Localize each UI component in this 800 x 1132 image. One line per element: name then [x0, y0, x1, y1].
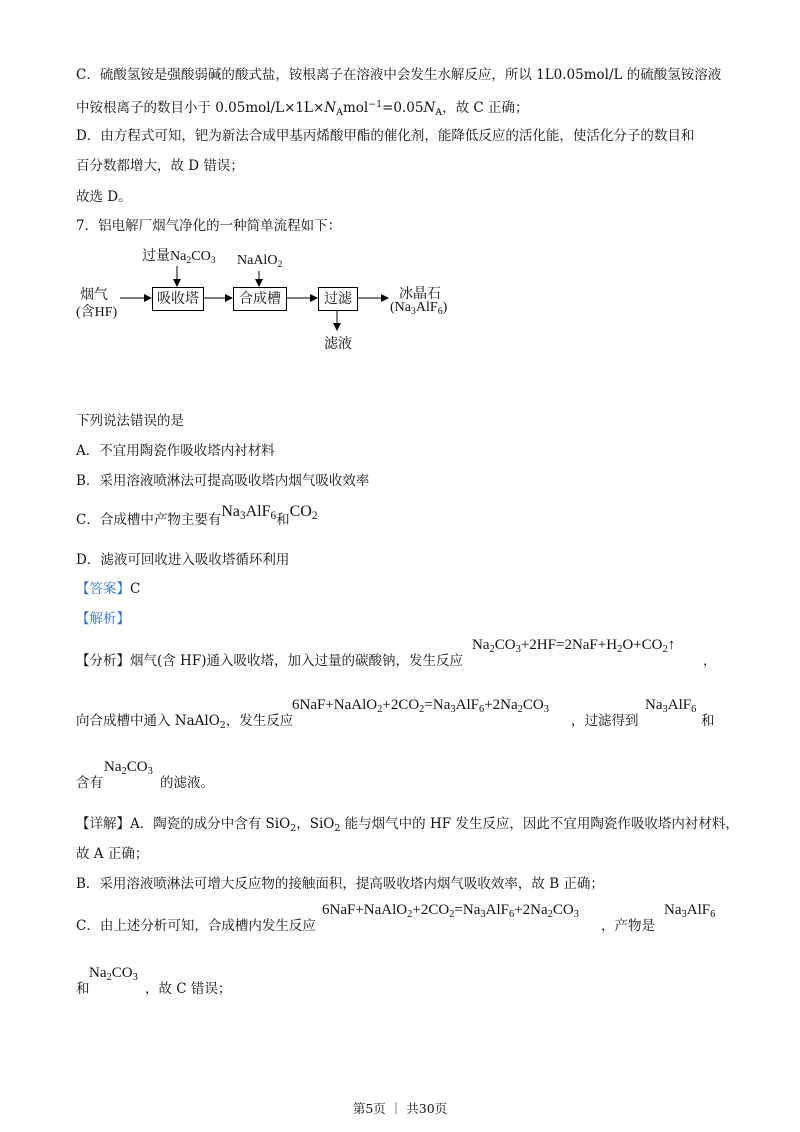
option-b: B．采用溶液喷淋法可提高吸收塔内烟气吸收效率 [76, 473, 370, 489]
flow-arrows [0, 0, 800, 400]
page-footer: 第5页 ｜ 共30页 [352, 1101, 448, 1116]
fenxi-line2: 向合成槽中通入 NaAlO$_2$，发生反应 [76, 713, 294, 731]
product-na3alf6-2: $Na_3AlF_6$ [664, 902, 716, 920]
output-formula: $(Na_3AlF_6)$ [390, 300, 448, 317]
analysis-tag: 【解析】 [76, 611, 130, 627]
fenxi-comma: ， [703, 653, 717, 669]
input-label: 烟气 [80, 288, 108, 303]
detail-c1: C．由上述分析可知，合成槽内发生反应 [76, 918, 316, 934]
product-na3alf6: $Na_3AlF_6$ [645, 697, 697, 715]
fenxi-line3: 含有 [76, 775, 103, 791]
detail-c2-end: ，故 C 错误； [145, 981, 232, 997]
prev-c-line2: 中铵根离子的数目小于 $0.05mol/L\times 1L\times N_Amol^{-1}=0.05N_A$，故 C 正确； [76, 99, 529, 118]
option-a: A．不宜用陶瓷作吸收塔内衬材料 [76, 443, 275, 459]
prev-d-line1: D．由方程式可知，钯为新法合成甲基丙烯酸甲酯的催化剂，能降低反应的活化能，使活化分子的数目和 [76, 128, 695, 144]
detail-a2: 故 A 正确； [76, 846, 149, 862]
filter-box: 过滤 [318, 287, 358, 311]
prev-c-line1: C．硫酸氢铵是强酸弱碱的酸式盐，铵根离子在溶液中会发生水解反应，所以 1L0.05mol/L 的硫酸氢铵溶液 [76, 67, 722, 83]
fenxi-and: 和 [701, 713, 715, 729]
detail-c2: 和 [76, 981, 90, 997]
output-label: 冰晶石 [399, 287, 441, 302]
equation-synthesis-2: $6NaF+NaAlO_2+2CO_2=Na_3AlF_6+2Na_2CO_3$ [322, 902, 580, 920]
prev-d-line2: 百分数都增大，故 D 错误； [76, 158, 244, 174]
filtrate-na2co3: $Na_2CO_3$ [104, 759, 153, 777]
equation-synthesis: $6NaF+NaAlO_2+2CO_2=Na_3AlF_6+2Na_2CO_3$ [292, 697, 550, 715]
answer-line: 【答案】C [76, 581, 141, 597]
option-d: D．滤液可回收进入吸收塔循环利用 [76, 552, 290, 568]
detail-c1-mid: ，产物是 [601, 918, 655, 934]
fenxi-line1: 【分析】烟气(含 HF)通入吸收塔，加入过量的碳酸钠，发生反应 [76, 653, 463, 669]
input-label-hf: (含HF) [76, 305, 118, 320]
absorber-box: 吸收塔 [152, 287, 204, 311]
fenxi-filter: ，过滤得到 [571, 713, 639, 729]
prev-conclusion: 故选 D。 [76, 189, 132, 205]
question-ask: 下列说法错误的是 [76, 413, 184, 429]
reagent-na2co3: 过量$Na_2CO_3$ [142, 249, 216, 266]
product-na2co3: $Na_2CO_3$ [89, 965, 138, 983]
detail-b: B．采用溶液喷淋法可增大反应物的接触面积，提高吸收塔内烟气吸收效率，故 B 正确； [76, 876, 604, 892]
question-stem: 7．铝电解厂烟气净化的一种简单流程如下： [76, 218, 342, 234]
fenxi-line3-end: 的滤液。 [160, 775, 214, 791]
equation-absorb: $Na_2CO_3+2HF=2NaF+H_2O+CO_2↑$ [472, 637, 676, 655]
filtrate-label: 滤液 [324, 337, 352, 352]
reagent-naalo2: NaAlO$_2$ [237, 253, 283, 270]
synthesis-box: 合成槽 [233, 287, 287, 311]
option-c: C．合成槽中产物主要有$Na_3AlF_6$和$CO_2$ [76, 503, 318, 528]
detail-a1: 【详解】A．陶瓷的成分中含有 SiO$_2$，SiO$_2$ 能与烟气中的 HF 发生反应，因此不宜用陶瓷作吸收塔内衬材料， [76, 816, 739, 834]
